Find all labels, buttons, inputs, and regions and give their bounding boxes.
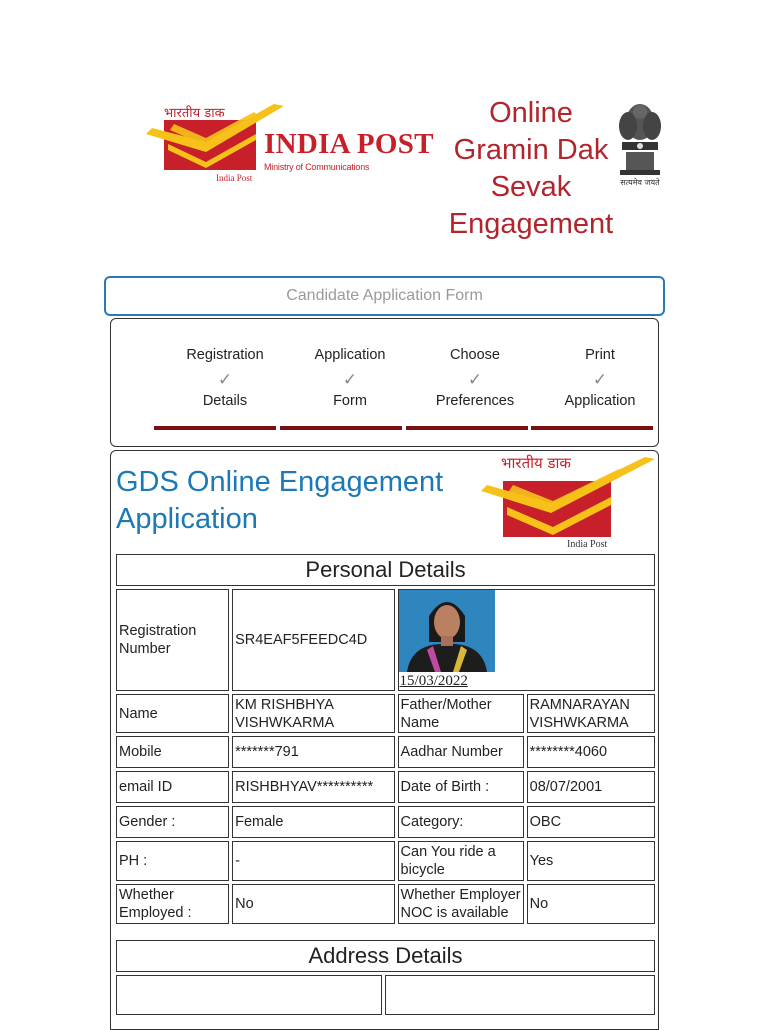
step-label: Application — [314, 347, 386, 363]
dob-label: Date of Birth : — [398, 771, 524, 803]
title-line: Engagement — [448, 208, 614, 240]
check-icon: ✓ — [467, 370, 483, 389]
bicycle-label: Can You ride a bicycle — [398, 841, 524, 881]
personal-details-heading: Personal Details — [116, 554, 655, 586]
address-details-heading: Address Details — [116, 940, 655, 972]
application-card — [110, 450, 659, 1030]
employed-value: No — [232, 884, 394, 924]
photo-date: 15/03/2022 — [399, 673, 468, 689]
step-progress-bar — [280, 426, 402, 430]
mobile-value: *******791 — [232, 736, 394, 768]
parent-name-value: RAMNARAYAN VISHWKARMA — [527, 694, 655, 733]
application-title-line: Application — [116, 503, 258, 535]
step-print-application[interactable] — [539, 347, 661, 413]
india-post-logo-small — [479, 453, 659, 553]
step-choose-preferences[interactable] — [414, 347, 536, 413]
brand-name: INDIA POST — [264, 128, 434, 160]
step-label: Details — [202, 393, 248, 409]
personal-details-table — [113, 551, 658, 927]
category-label: Category: — [398, 806, 524, 838]
application-title-line: GDS Online Engagement — [116, 466, 444, 498]
employed-label: Whether Employed : — [116, 884, 229, 924]
step-label: Form — [333, 393, 367, 409]
name-value: KM RISHBHYA VISHWKARMA — [232, 694, 394, 733]
step-progress-bar — [154, 426, 276, 430]
address-cell — [385, 975, 655, 1015]
mobile-label: Mobile — [116, 736, 229, 768]
candidate-photo — [399, 590, 495, 672]
address-details-table — [113, 937, 658, 1018]
noc-label: Whether Employer NOC is available — [398, 884, 524, 924]
logo-caption: India Post — [216, 173, 253, 183]
ph-label: PH : — [116, 841, 229, 881]
logo-hindi-text: भारतीय डाक — [164, 106, 225, 121]
step-progress-bar — [406, 426, 528, 430]
national-emblem — [612, 96, 668, 192]
step-label: Registration — [186, 347, 264, 363]
bicycle-value: Yes — [527, 841, 655, 881]
candidate-portrait — [399, 590, 495, 672]
application-title — [116, 464, 443, 538]
address-cell — [116, 975, 382, 1015]
name-label: Name — [116, 694, 229, 733]
gender-label: Gender : — [116, 806, 229, 838]
step-application-form[interactable] — [289, 347, 411, 413]
steps-panel — [110, 318, 659, 447]
india-post-logo — [144, 100, 444, 190]
aadhar-value: ********4060 — [527, 736, 655, 768]
registration-label: Registration Number — [116, 589, 229, 691]
email-label: email ID — [116, 771, 229, 803]
step-label: Choose — [450, 347, 500, 363]
lion-capital-icon — [612, 96, 668, 178]
candidate-form-header: Candidate Application Form — [104, 276, 665, 316]
logo-hindi-text: भारतीय डाक — [501, 454, 571, 472]
page-title — [436, 95, 626, 243]
check-icon: ✓ — [217, 370, 233, 389]
step-label: Preferences — [435, 393, 515, 409]
logo-caption: India Post — [567, 539, 608, 550]
email-value: RISHBHYAV********** — [232, 771, 394, 803]
category-value: OBC — [527, 806, 655, 838]
title-line: Gramin Dak — [453, 134, 609, 166]
title-line: Sevak — [490, 171, 572, 203]
noc-value: No — [527, 884, 655, 924]
check-icon: ✓ — [342, 370, 358, 389]
check-icon: ✓ — [592, 370, 608, 389]
ministry-text: Ministry of Communications — [264, 162, 370, 172]
parent-name-label: Father/Mother Name — [398, 694, 524, 733]
gender-value: Female — [232, 806, 394, 838]
registration-value: SR4EAF5FEEDC4D — [232, 589, 394, 691]
ph-value: - — [232, 841, 394, 881]
step-progress-bar — [531, 426, 653, 430]
aadhar-label: Aadhar Number — [398, 736, 524, 768]
title-line: Online — [489, 97, 573, 129]
dob-value: 08/07/2001 — [527, 771, 655, 803]
photo-cell — [398, 589, 655, 691]
step-label: Application — [564, 393, 636, 409]
emblem-motto: सत्यमेव जयते — [620, 178, 660, 187]
step-registration-details[interactable] — [164, 347, 286, 413]
step-label: Print — [585, 347, 615, 363]
